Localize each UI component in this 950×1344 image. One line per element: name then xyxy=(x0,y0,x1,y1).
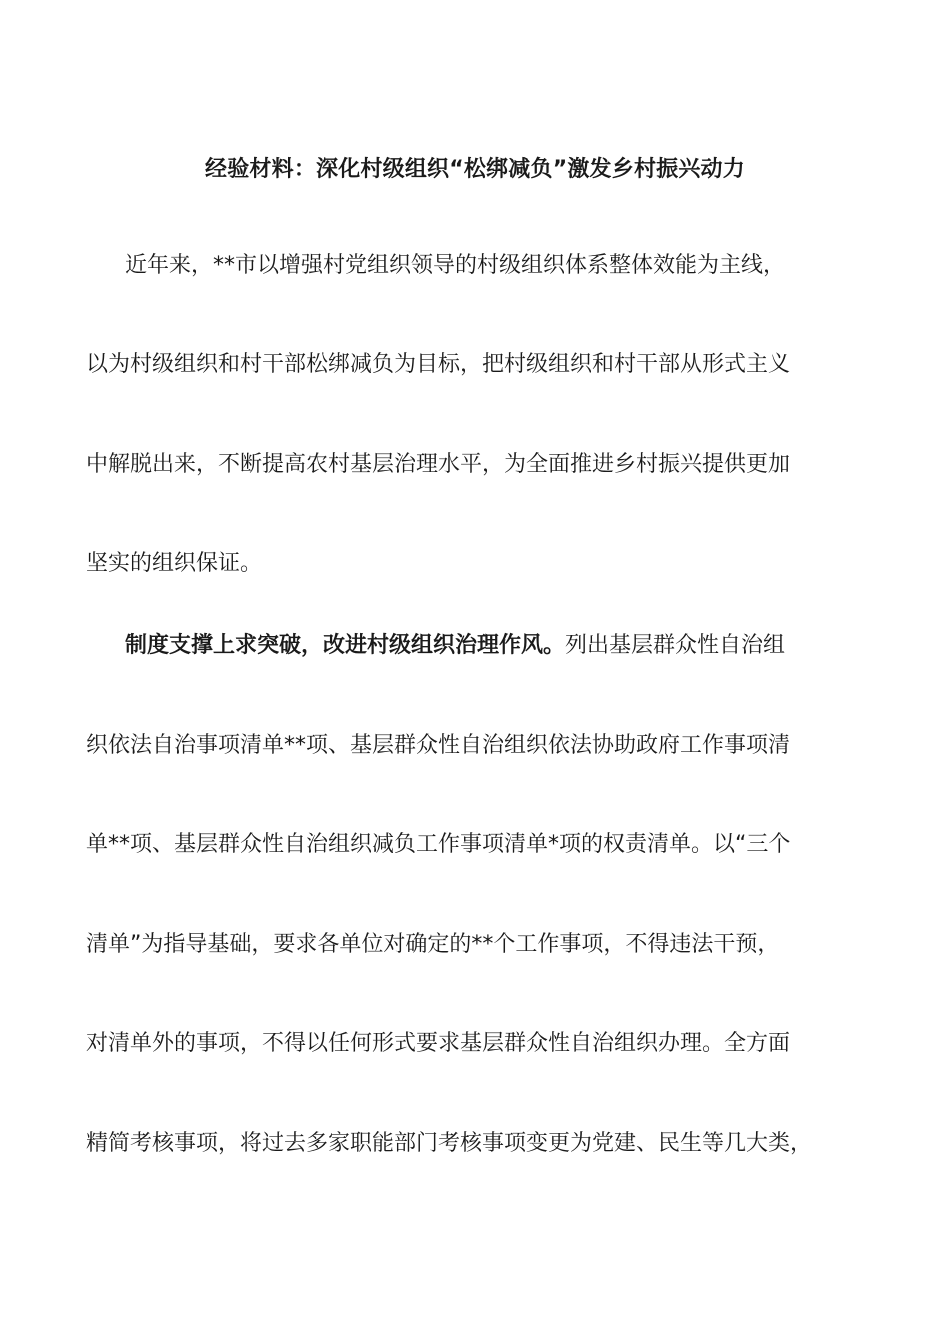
paragraph-1-line-1: 近年来，**市以增强村党组织领导的村级组织体系整体效能为主线， xyxy=(125,253,786,278)
paragraph-2-first-line-rest: 列出基层群众性自治组 xyxy=(565,633,786,658)
paragraph-2-line-2: 织依法自治事项清单**项、基层群众性自治组织依法协助政府工作事项清 xyxy=(86,733,791,758)
paragraph-2-line-4: 清单”为指导基础，要求各单位对确定的**个工作事项，不得违法干预， xyxy=(86,932,780,957)
paragraph-2-heading: 制度支撑上求突破，改进村级组织治理作风。 xyxy=(125,633,566,658)
paragraph-2-line-1 xyxy=(125,630,866,662)
document-title: 经验材料：深化村级组织“松绑减负”激发乡村振兴动力 xyxy=(205,157,745,182)
paragraph-1-line-4: 坚实的组织保证。 xyxy=(86,551,263,576)
paragraph-2-line-5: 对清单外的事项，不得以任何形式要求基层群众性自治组织办理。全方面 xyxy=(86,1031,791,1056)
paragraph-2-line-6: 精简考核事项，将过去多家职能部门考核事项变更为党建、民生等几大类， xyxy=(86,1131,813,1156)
paragraph-2-line-3: 单**项、基层群众性自治组织减负工作事项清单*项的权责清单。以“三个 xyxy=(86,832,791,857)
paragraph-1-line-2: 以为村级组织和村干部松绑减负为目标，把村级组织和村干部从形式主义 xyxy=(86,352,791,377)
paragraph-1-line-3: 中解脱出来，不断提高农村基层治理水平，为全面推进乡村振兴提供更加 xyxy=(86,452,791,477)
